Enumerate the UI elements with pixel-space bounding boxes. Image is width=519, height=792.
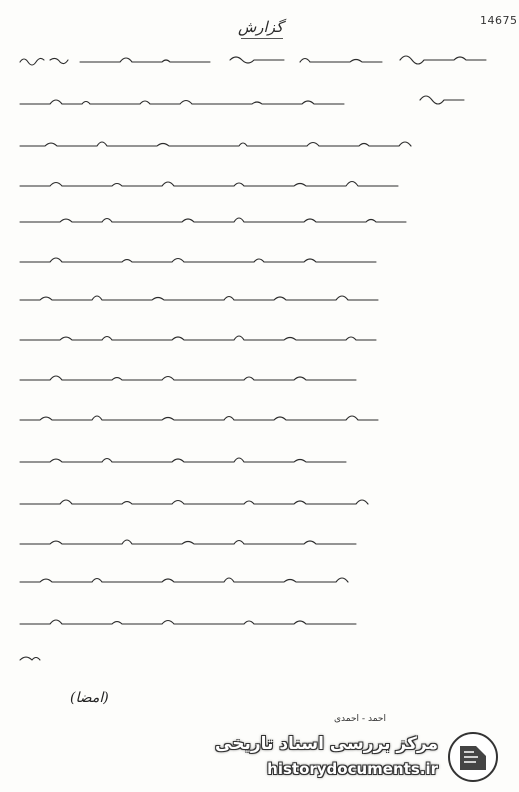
handwriting-line-2 xyxy=(20,96,464,104)
handwriting-line-4 xyxy=(20,182,398,187)
watermark-title: مرکز بررسی اسناد تاریخی xyxy=(215,734,438,754)
page-number: 14675 xyxy=(480,14,518,27)
handwriting-line-7 xyxy=(20,296,378,300)
handwriting-line-3 xyxy=(20,142,411,146)
handwriting-line-9 xyxy=(20,376,356,380)
handwriting-line-1 xyxy=(20,56,486,65)
heading-text: گزارش xyxy=(238,18,284,36)
archive-seal-icon xyxy=(446,730,500,784)
handwriting-line-6 xyxy=(20,258,376,262)
handwriting-line-16 xyxy=(20,657,40,660)
handwriting-line-8 xyxy=(20,336,376,340)
handwriting-line-11 xyxy=(20,458,346,462)
signature: (امضا) xyxy=(70,690,109,706)
watermark xyxy=(200,730,500,788)
handwriting-line-12 xyxy=(20,500,368,504)
handwriting-line-15 xyxy=(20,620,356,624)
signature-stamp: احمد - احمدی xyxy=(334,714,386,724)
handwriting-line-14 xyxy=(20,578,348,582)
watermark-url: historydocuments.ir xyxy=(267,760,438,778)
handwriting-line-5 xyxy=(20,218,406,222)
handwriting-line-13 xyxy=(20,540,356,544)
handwriting-line-10 xyxy=(20,416,378,420)
